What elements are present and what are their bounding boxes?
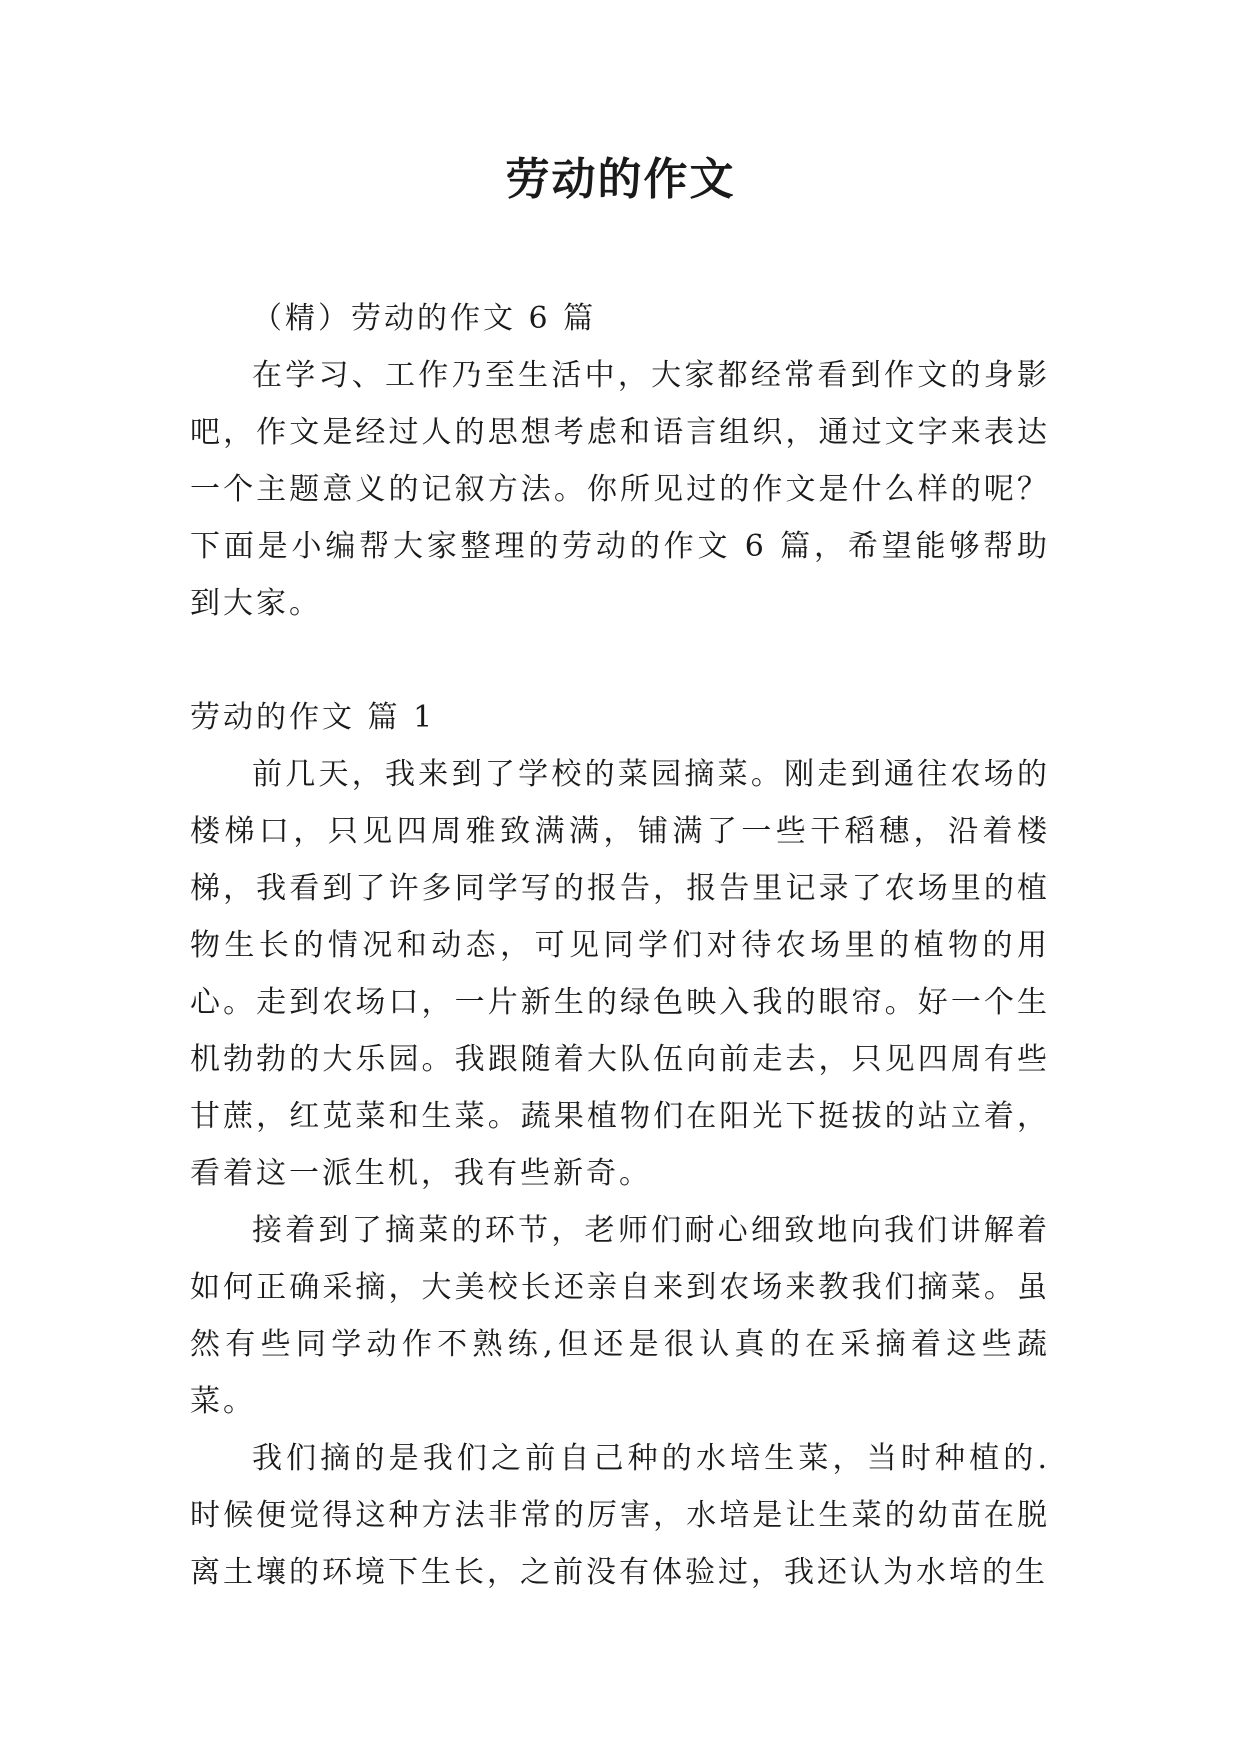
body-paragraph-3: 我们摘的是我们之前自己种的水培生菜，当时种植的.时候便觉得这种方法非常的厉害，水培是让生菜的幼苗在脱离土壤的环境下生长，之前没有体验过，我还认为水培的生 <box>190 1441 1050 1590</box>
document-body <box>190 290 1050 1601</box>
document-title: 劳动的作文 <box>505 154 736 205</box>
document-subtitle: （精）劳动的作文 6 篇 <box>252 301 597 336</box>
body-paragraph-2: 接着到了摘菜的环节，老师们耐心细致地向我们讲解着如何正确采摘，大美校长还亲自来到农场来教我们摘菜。虽然有些同学动作不熟练,但还是很认真的在采摘着这些蔬菜。 <box>190 1213 1050 1419</box>
body-paragraph-1: 前几天，我来到了学校的菜园摘菜。刚走到通往农场的楼梯口，只见四周雅致满满，铺满了一些干稻穗，沿着楼梯，我看到了许多同学写的报告，报告里记录了农场里的植物生长的情况和动态，可见同学们对待农场里的植物的用心。走到农场口，一片新生的绿色映入我的眼帘。好一个生机勃勃的大乐园。我跟随着大队伍向前走去，只见四周有些甘蔗，红苋菜和生菜。蔬果植物们在阳光下挺拔的站立着，看着这一派生机，我有些新奇。 <box>190 757 1050 1191</box>
section-heading: 劳动的作文 篇 1 <box>190 700 436 735</box>
intro-paragraph: 在学习、工作乃至生活中，大家都经常看到作文的身影吧，作文是经过人的思想考虑和语言组织，通过文字来表达一个主题意义的记叙方法。你所见过的作文是什么样的呢？下面是小编帮大家整理的劳动的作文 6 篇，希望能够帮助到大家。 <box>190 358 1050 621</box>
